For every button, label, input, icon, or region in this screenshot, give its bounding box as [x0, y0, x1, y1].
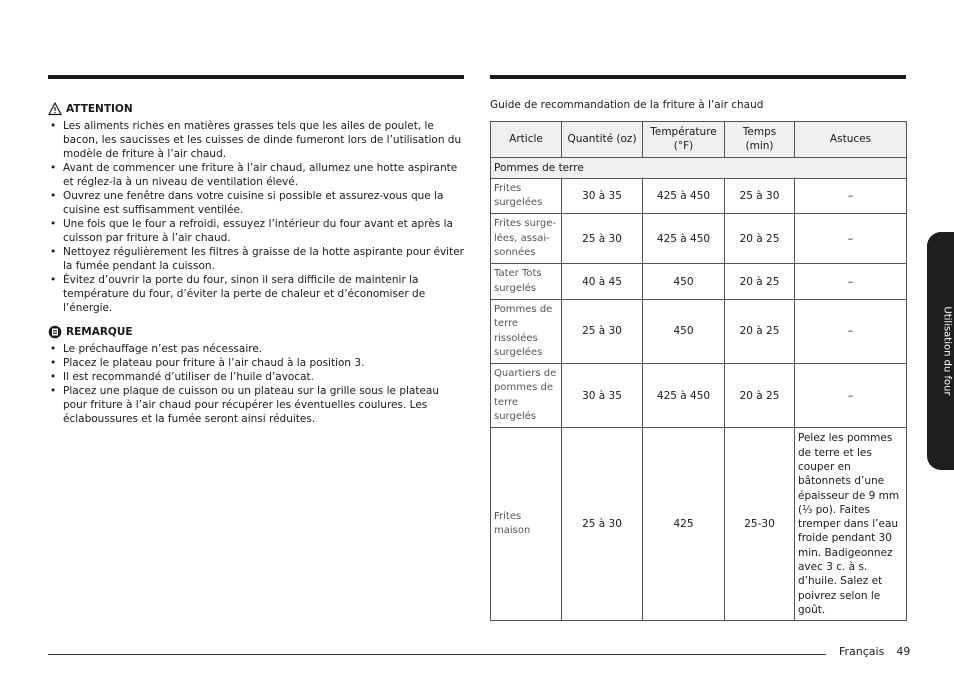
footer — [839, 645, 910, 658]
cell-time: 20 à 25 — [725, 364, 795, 428]
table-caption: Guide de recommandation de la friture à l’air chaud — [490, 99, 764, 111]
cell-quantity: 25 à 30 — [562, 214, 643, 264]
col-header-temperature: Température (°F) — [643, 122, 725, 158]
cell-article: Frites maison — [491, 428, 562, 621]
cell-tips: – — [795, 264, 907, 300]
attention-item: • Avant de commencer une friture à l’air chaud, allumez une hotte aspirante et réglez-la à un niveau de ventilation élevé. — [48, 161, 464, 189]
cell-article: Tater Tots surgelés — [491, 264, 562, 300]
cell-temperature: 425 à 450 — [643, 178, 725, 214]
section-side-tab — [927, 232, 954, 470]
note-item: • Le préchauffage n’est pas nécessaire. — [48, 342, 464, 356]
cell-time: 20 à 25 — [725, 214, 795, 264]
left-header-rule — [48, 75, 464, 79]
air-fry-guide-table — [490, 121, 907, 621]
category-row — [491, 157, 907, 178]
cell-tips: – — [795, 364, 907, 428]
note-item: • Il est recommandé d’utiliser de l’huile d’avocat. — [48, 370, 464, 384]
cell-temperature: 425 à 450 — [643, 364, 725, 428]
table-row — [491, 299, 907, 363]
attention-list — [48, 119, 464, 315]
warning-icon — [48, 102, 62, 116]
note-item: • Placez une plaque de cuisson ou un plateau sur la grille sous le plateau pour friture à l’air chaud pour récupérer les éventuelles coulures. Les éclaboussures et la fumée seront ainsi réduites. — [48, 384, 464, 426]
left-column — [48, 102, 464, 426]
table-header-row — [491, 122, 907, 158]
note-icon — [48, 325, 62, 339]
attention-item: • Nettoyez régulièrement les filtres à graisse de la hotte aspirante pour éviter la fumée pendant la cuisson. — [48, 245, 464, 273]
col-header-tips: Astuces — [795, 122, 907, 158]
cell-time: 25-30 — [725, 428, 795, 621]
col-header-article: Article — [491, 122, 562, 158]
cell-quantity: 30 à 35 — [562, 364, 643, 428]
cell-quantity: 25 à 30 — [562, 428, 643, 621]
cell-quantity: 40 à 45 — [562, 264, 643, 300]
table-row — [491, 264, 907, 300]
right-header-rule — [490, 75, 906, 79]
cell-quantity: 30 à 35 — [562, 178, 643, 214]
col-header-quantity: Quantité (oz) — [562, 122, 643, 158]
cell-tips: Pelez les pommes de terre et les couper en bâtonnets d’une épaisseur de 9 mm (⅓ po). Faites tremper dans l’eau froide pendant 30 min. Badigeonnez avec 3 c. à s. d’huile. Salez et poivrez selon le goût. — [795, 428, 907, 621]
note-heading — [48, 325, 464, 339]
cell-article: Pommes de terre rissolées surgelées — [491, 299, 562, 363]
attention-item: • Les aliments riches en matières grasses tels que les ailes de poulet, le bacon, les saucisses et les cuisses de dinde fumeront lors de l’utilisation du modèle de friture à l’air chaud. — [48, 119, 464, 161]
cell-time: 25 à 30 — [725, 178, 795, 214]
cell-article: Frites surgelées — [491, 178, 562, 214]
category-label: Pommes de terre — [491, 157, 907, 178]
note-list — [48, 342, 464, 426]
attention-item: • Une fois que le four a refroidi, essuyez l’intérieur du four avant et après la cuisson par friture à l’air chaud. — [48, 217, 464, 245]
attention-item: • Évitez d’ouvrir la porte du four, sinon il sera difficile de maintenir la température du four, d’éviter la perte de chaleur et d’économiser de l’énergie. — [48, 273, 464, 315]
table-row — [491, 364, 907, 428]
table-row — [491, 178, 907, 214]
attention-heading — [48, 102, 464, 116]
cell-temperature: 450 — [643, 264, 725, 300]
table-row — [491, 214, 907, 264]
col-header-time: Temps (min) — [725, 122, 795, 158]
attention-item: • Ouvrez une fenêtre dans votre cuisine si possible et assurez-vous que la cuisine est suffisamment ventilée. — [48, 189, 464, 217]
table-row — [491, 428, 907, 621]
attention-title: ATTENTION — [66, 103, 133, 115]
cell-temperature: 425 — [643, 428, 725, 621]
cell-temperature: 450 — [643, 299, 725, 363]
cell-tips: – — [795, 178, 907, 214]
cell-temperature: 425 à 450 — [643, 214, 725, 264]
footer-rule — [48, 654, 826, 655]
cell-time: 20 à 25 — [725, 299, 795, 363]
footer-language: Français — [839, 645, 885, 658]
cell-tips: – — [795, 299, 907, 363]
cell-article: Quartiers de pommes de terre surgelés — [491, 364, 562, 428]
note-title: REMARQUE — [66, 326, 133, 338]
page-number: 49 — [896, 645, 911, 658]
cell-article: Frites surge-lées, assai-sonnées — [491, 214, 562, 264]
note-item: • Placez le plateau pour friture à l’air chaud à la position 3. — [48, 356, 464, 370]
side-tab-label: Utilisation du four — [941, 306, 953, 396]
cell-quantity: 25 à 30 — [562, 299, 643, 363]
cell-tips: – — [795, 214, 907, 264]
cell-time: 20 à 25 — [725, 264, 795, 300]
